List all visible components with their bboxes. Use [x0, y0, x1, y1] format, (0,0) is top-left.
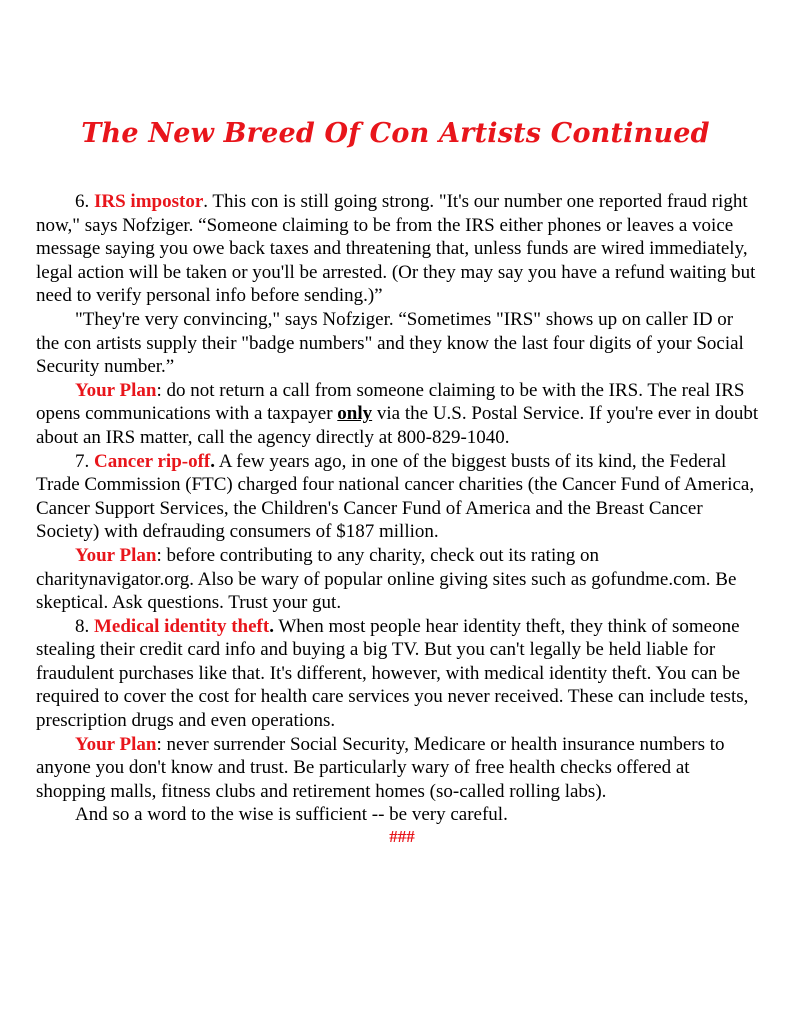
- paragraph-text: : never surrender Social Security, Medicare or health insurance numbers to anyone you don't know and trust. Be particularly wary of free health checks offered at shopping malls, fitness clubs and retirement homes (so-called rolling labs).: [36, 733, 725, 802]
- paragraph-text: : before contributing to any charity, check out its rating on charitynavigator.org. Also be wary of popular online giving sites such as gofundme.com. Be skeptical. Ask questions. Trust your gut.: [36, 544, 737, 614]
- paragraph-text: via the U.S. Postal Service. If you're ever in doubt about an IRS matter, call the agency directly at 800-829-1040.: [36, 403, 759, 448]
- item-number: 8.: [75, 615, 94, 637]
- item-heading-medical-identity-theft: Medical identity theft: [94, 615, 270, 637]
- paragraph-text: A few years ago, in one of the biggest busts of its kind, the Federal Trade Commission (FTC) charged four national cancer charities (the Cancer Fund of America, Cancer Support Services, the Children's Cancer Fund of America and the Breast Cancer Society) with defrauding consumers of $187 million.: [36, 450, 755, 543]
- paragraph-text: . This con is still going strong. "It's our number one reported fraud right now," says Nofziger. “Someone claiming to be from the IRS either phones or leaves a voice message saying you owe back taxes and threatening that, unless funds are wired immediately, legal action will be taken or you'll be arrested. (Or they may say you have a refund waiting but need to verify personal info before sending.)”: [36, 191, 756, 307]
- article-body: [36, 190, 760, 847]
- paragraph-cancer-ripoff: [36, 450, 760, 544]
- paragraph-text: : do not return a call from someone claiming to be with the IRS. The real IRS opens communications with a taxpayer: [36, 379, 745, 425]
- paragraph-plan-charity: [36, 544, 760, 615]
- paragraph-medical-identity-theft: [36, 615, 760, 733]
- item-heading-irs-impostor: IRS impostor: [94, 191, 204, 212]
- your-plan-label: Your Plan: [75, 733, 157, 755]
- heading-period: .: [210, 450, 216, 472]
- paragraph-text: When most people hear identity theft, they think of someone stealing their credit card info and buying a big TV. But you can't legally be held liable for fraudulent purchases like that. It's different, however, with medical identity theft. You can be required to cover the cost for health care services you never received. These can include tests, prescription drugs and even operations.: [36, 615, 749, 732]
- paragraph-text: "They're very convincing," says Nofziger. “Sometimes "IRS" shows up on caller ID or the con artists supply their "badge numbers" and they know the last four digits of your Social Security number.”: [36, 308, 744, 378]
- your-plan-label: Your Plan: [75, 379, 157, 401]
- item-number: 7.: [75, 450, 94, 472]
- end-mark: ###: [389, 827, 415, 847]
- paragraph-plan-irs: [36, 379, 760, 450]
- item-number: 6.: [75, 191, 94, 212]
- paragraph-closing: [36, 803, 760, 827]
- your-plan-label: Your Plan: [75, 544, 157, 566]
- paragraph-irs-impostor: [36, 190, 760, 308]
- emphasis-only: only: [337, 403, 373, 425]
- item-heading-cancer-ripoff: Cancer rip-off: [94, 450, 211, 472]
- page-title: The New Breed Of Con Artists Continued: [81, 118, 710, 149]
- heading-period: .: [269, 615, 274, 637]
- paragraph-text: And so a word to the wise is sufficient -- be very careful.: [75, 804, 508, 826]
- paragraph-irs-convincing: [36, 308, 760, 379]
- paragraph-plan-medical: [36, 733, 760, 804]
